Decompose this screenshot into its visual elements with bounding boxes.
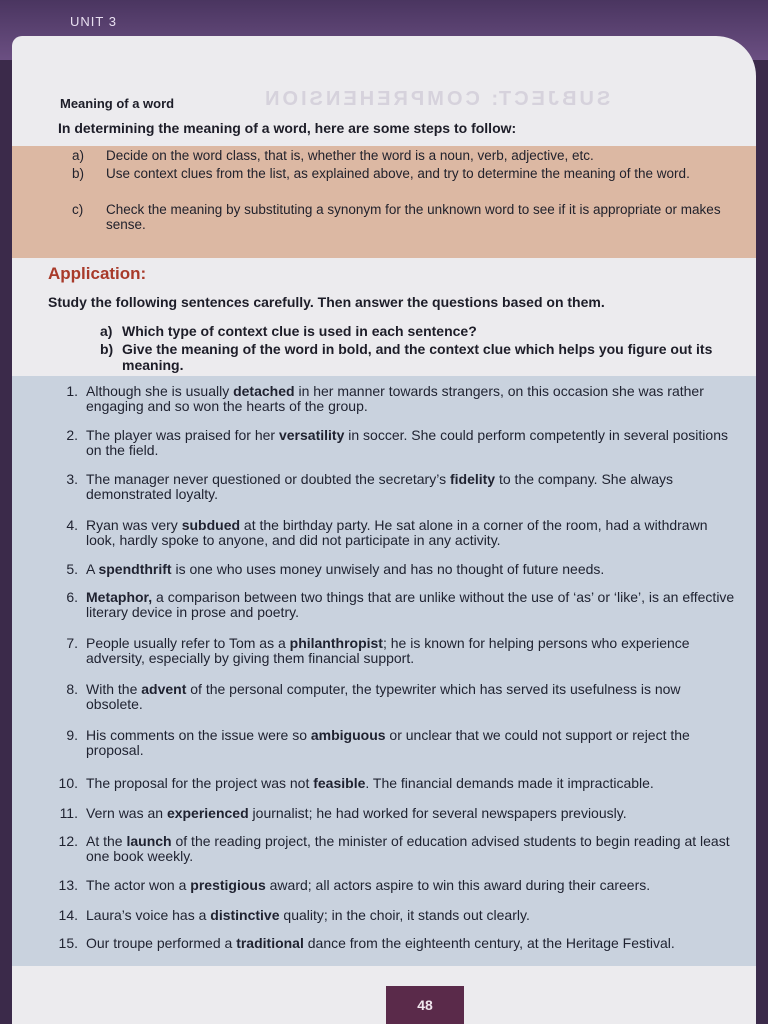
- bold-keyword: prestigious: [190, 877, 266, 893]
- sentence-item: [42, 776, 738, 791]
- sentence-text: Although she is usually detached in her manner towards strangers, on this occasion she was rather engaging and so won the hearts of the group.: [86, 383, 704, 414]
- sentence-text: His comments on the issue were so ambiguous or unclear that we could not support or reject the proposal.: [86, 727, 690, 758]
- sentence-item: [42, 806, 738, 821]
- bold-keyword: launch: [126, 833, 172, 849]
- sentence-number: 9.: [66, 727, 78, 743]
- bold-keyword: advent: [141, 681, 187, 697]
- sentence-item: [42, 878, 738, 893]
- bold-keyword: subdued: [181, 517, 241, 533]
- sentence-item: [42, 908, 738, 923]
- sentence-number: 11.: [59, 805, 78, 821]
- step-item: [72, 148, 732, 163]
- bold-keyword: spendthrift: [98, 561, 172, 577]
- bold-keyword: experienced: [166, 805, 249, 821]
- sentence-text: The player was praised for her versatility in soccer. She could perform competently in several positions on the field.: [86, 427, 728, 458]
- bold-keyword: ambiguous: [310, 727, 386, 743]
- sentence-text: Ryan was very subdued at the birthday party. He sat alone in a corner of the room, had a withdrawn look, hardly spoke to anyone, and did not participate in any activity.: [86, 517, 708, 548]
- sentence-number: 8.: [66, 681, 78, 697]
- step-text: Use context clues from the list, as explained above, and try to determine the meaning of the word.: [106, 166, 690, 181]
- sentence-item: [42, 834, 738, 864]
- sentence-text: People usually refer to Tom as a philanthropist; he is known for helping persons who experience adversity, especially by giving them financial support.: [86, 635, 690, 666]
- textbook-page: [12, 36, 756, 1024]
- bold-keyword: philanthropist: [289, 635, 383, 651]
- sentence-number: 7.: [66, 635, 78, 651]
- sentence-item: [42, 728, 738, 758]
- sentence-number: 3.: [66, 471, 78, 487]
- sentence-text: Our troupe performed a traditional dance from the eighteenth century, at the Heritage Festival.: [86, 935, 675, 951]
- question-text: Give the meaning of the word in bold, and the context clue which helps you figure out its meaning.: [122, 341, 713, 373]
- question-item: [100, 341, 740, 373]
- sentence-number: 14.: [58, 907, 78, 923]
- step-item: [72, 202, 732, 232]
- sentence-item: [42, 636, 738, 666]
- sentence-number: 12.: [58, 833, 78, 849]
- step-text: Decide on the word class, that is, whether the word is a noun, verb, adjective, etc.: [106, 148, 594, 163]
- step-letter: a): [72, 148, 85, 163]
- sentence-text: Laura’s voice has a distinctive quality; in the choir, it stands out clearly.: [86, 907, 530, 923]
- sentence-number: 1.: [66, 383, 78, 399]
- question-item: [100, 323, 740, 339]
- sentence-number: 10.: [58, 775, 78, 791]
- section-intro: In determining the meaning of a word, here are some steps to follow:: [58, 120, 517, 136]
- sentence-text: A spendthrift is one who uses money unwisely and has no thought of future needs.: [86, 561, 605, 577]
- sentence-text: The manager never questioned or doubted the secretary’s fidelity to the company. She always demonstrated loyalty.: [86, 471, 674, 502]
- step-text: Check the meaning by substituting a synonym for the unknown word to see if it is appropriate or makes sense.: [106, 202, 721, 232]
- sentence-text: The actor won a prestigious award; all actors aspire to win this award during their careers.: [86, 877, 651, 893]
- unit-label: UNIT 3: [70, 14, 117, 29]
- question-letter: b): [100, 341, 114, 357]
- sentence-item: [42, 936, 738, 951]
- sentence-item: [42, 384, 738, 414]
- step-item: [72, 166, 732, 181]
- sentence-item: [42, 682, 738, 712]
- sentence-item: [42, 428, 738, 458]
- mirrored-watermark: SUBJECT: COMPREHENSION: [262, 88, 611, 110]
- application-instruction: Study the following sentences carefully. Then answer the questions based on them.: [48, 294, 605, 310]
- sentence-number: 6.: [66, 589, 78, 605]
- question-text: Which type of context clue is used in each sentence?: [122, 323, 477, 339]
- step-letter: c): [72, 202, 84, 217]
- sentence-number: 15.: [58, 935, 78, 951]
- bold-keyword: Metaphor,: [86, 589, 153, 605]
- question-letter: a): [100, 323, 113, 339]
- sentence-item: [42, 590, 738, 620]
- sentence-text: Metaphor, a comparison between two things that are unlike without the use of ‘as’ or ‘like’, is an effective literary device in prose and poetry.: [86, 589, 735, 620]
- sentence-item: [42, 472, 738, 502]
- bold-keyword: distinctive: [210, 907, 280, 923]
- page-number: 48: [386, 986, 464, 1024]
- sentence-text: At the launch of the reading project, the minister of education advised students to begin reading at least one book weekly.: [86, 833, 730, 864]
- section-title: Meaning of a word: [60, 96, 175, 111]
- bold-keyword: traditional: [236, 935, 304, 951]
- sentence-text: With the advent of the personal computer, the typewriter which has served its usefulness is now obsolete.: [86, 681, 681, 712]
- sentence-item: [42, 518, 738, 548]
- bold-keyword: feasible: [313, 775, 366, 791]
- bold-keyword: detached: [233, 383, 295, 399]
- sentence-number: 2.: [66, 427, 78, 443]
- sentence-number: 5.: [66, 561, 78, 577]
- bold-keyword: versatility: [278, 427, 345, 443]
- step-letter: b): [72, 166, 85, 181]
- sentence-item: [42, 562, 738, 577]
- sentence-number: 4.: [66, 517, 78, 533]
- application-heading: Application:: [48, 264, 147, 283]
- sentence-number: 13.: [58, 877, 78, 893]
- bold-keyword: fidelity: [449, 471, 496, 487]
- sentence-text: Vern was an experienced journalist; he had worked for several newspapers previously.: [86, 805, 627, 821]
- sentence-text: The proposal for the project was not feasible. The financial demands made it impracticable.: [86, 775, 654, 791]
